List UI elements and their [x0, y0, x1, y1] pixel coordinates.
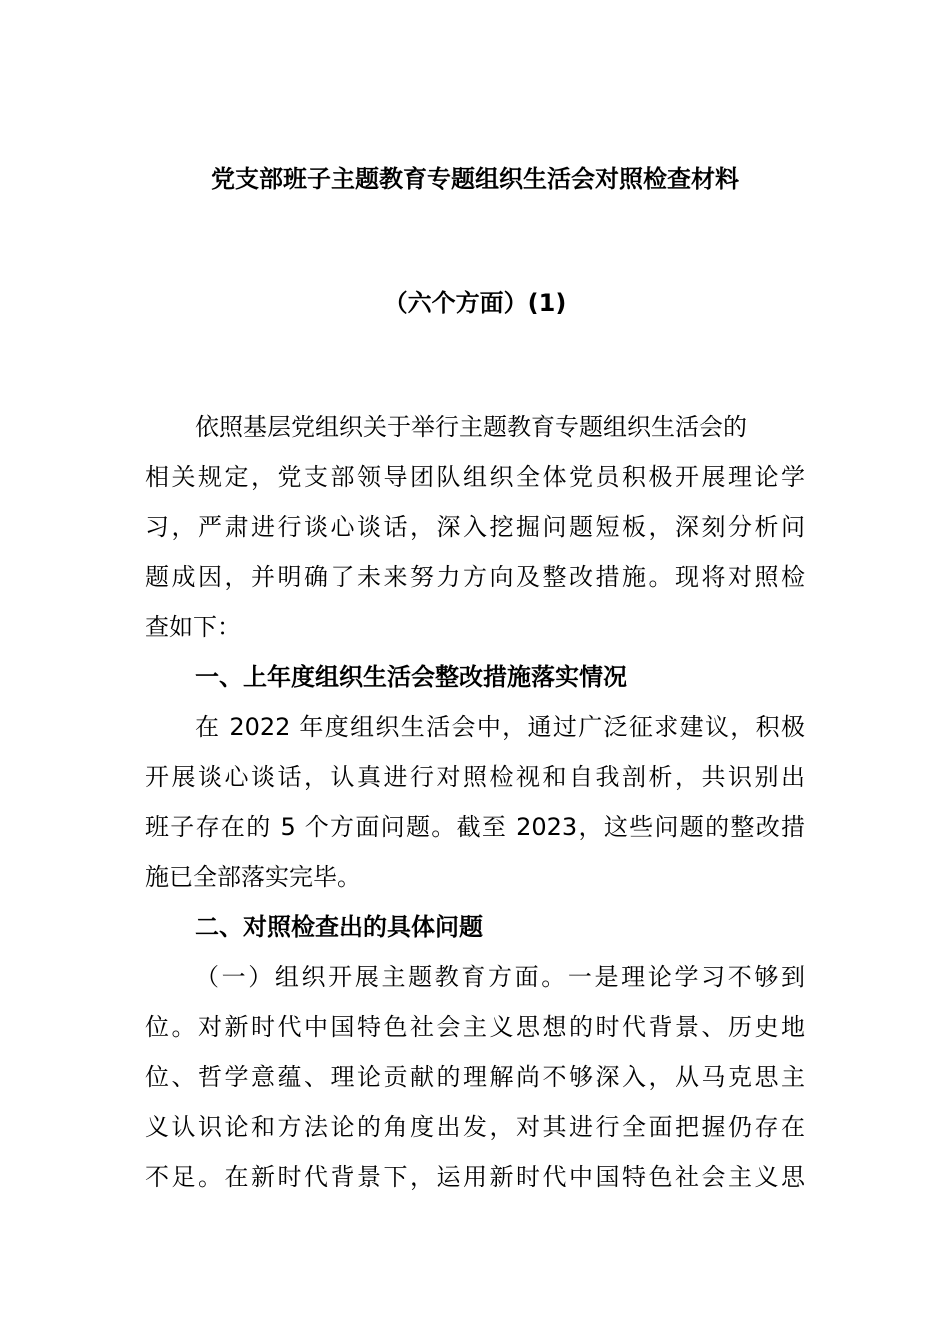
intro-line-3: 习，严肃进行谈心谈话，深入挖掘问题短板，深刻分析问	[145, 513, 805, 541]
section1-line-3: 班子存在的 5 个方面问题。截至 2023，这些问题的整改措	[145, 813, 805, 841]
intro-line-2: 相关规定，党支部领导团队组织全体党员积极开展理论学	[145, 463, 805, 491]
section1-line-4: 施已全部落实完毕。	[145, 863, 361, 891]
section-heading-2: 二、对照检查出的具体问题	[195, 913, 483, 941]
section-heading-1: 一、上年度组织生活会整改措施落实情况	[195, 663, 627, 691]
section1-line-1: 在 2022 年度组织生活会中，通过广泛征求建议，积极	[195, 713, 805, 741]
section2-line-5: 不足。在新时代背景下，运用新时代中国特色社会主义思	[145, 1163, 805, 1191]
intro-line-5: 查如下：	[145, 613, 241, 641]
section1-line-2: 开展谈心谈话，认真进行对照检视和自我剖析，共识别出	[145, 763, 805, 791]
section2-line-3: 位、哲学意蕴、理论贡献的理解尚不够深入，从马克思主	[145, 1063, 805, 1091]
intro-line-4: 题成因，并明确了未来努力方向及整改措施。现将对照检	[145, 563, 805, 591]
intro-line-1: 依照基层党组织关于举行主题教育专题组织生活会的	[195, 413, 747, 441]
section2-line-2: 位。对新时代中国特色社会主义思想的时代背景、历史地	[145, 1013, 805, 1041]
document-title: 党支部班子主题教育专题组织生活会对照检查材料	[211, 165, 739, 193]
document-subtitle: （六个方面）(1)	[383, 289, 567, 317]
section2-line-4: 义认识论和方法论的角度出发，对其进行全面把握仍存在	[145, 1113, 805, 1141]
section2-line-1: （一）组织开展主题教育方面。一是理论学习不够到	[195, 963, 805, 991]
